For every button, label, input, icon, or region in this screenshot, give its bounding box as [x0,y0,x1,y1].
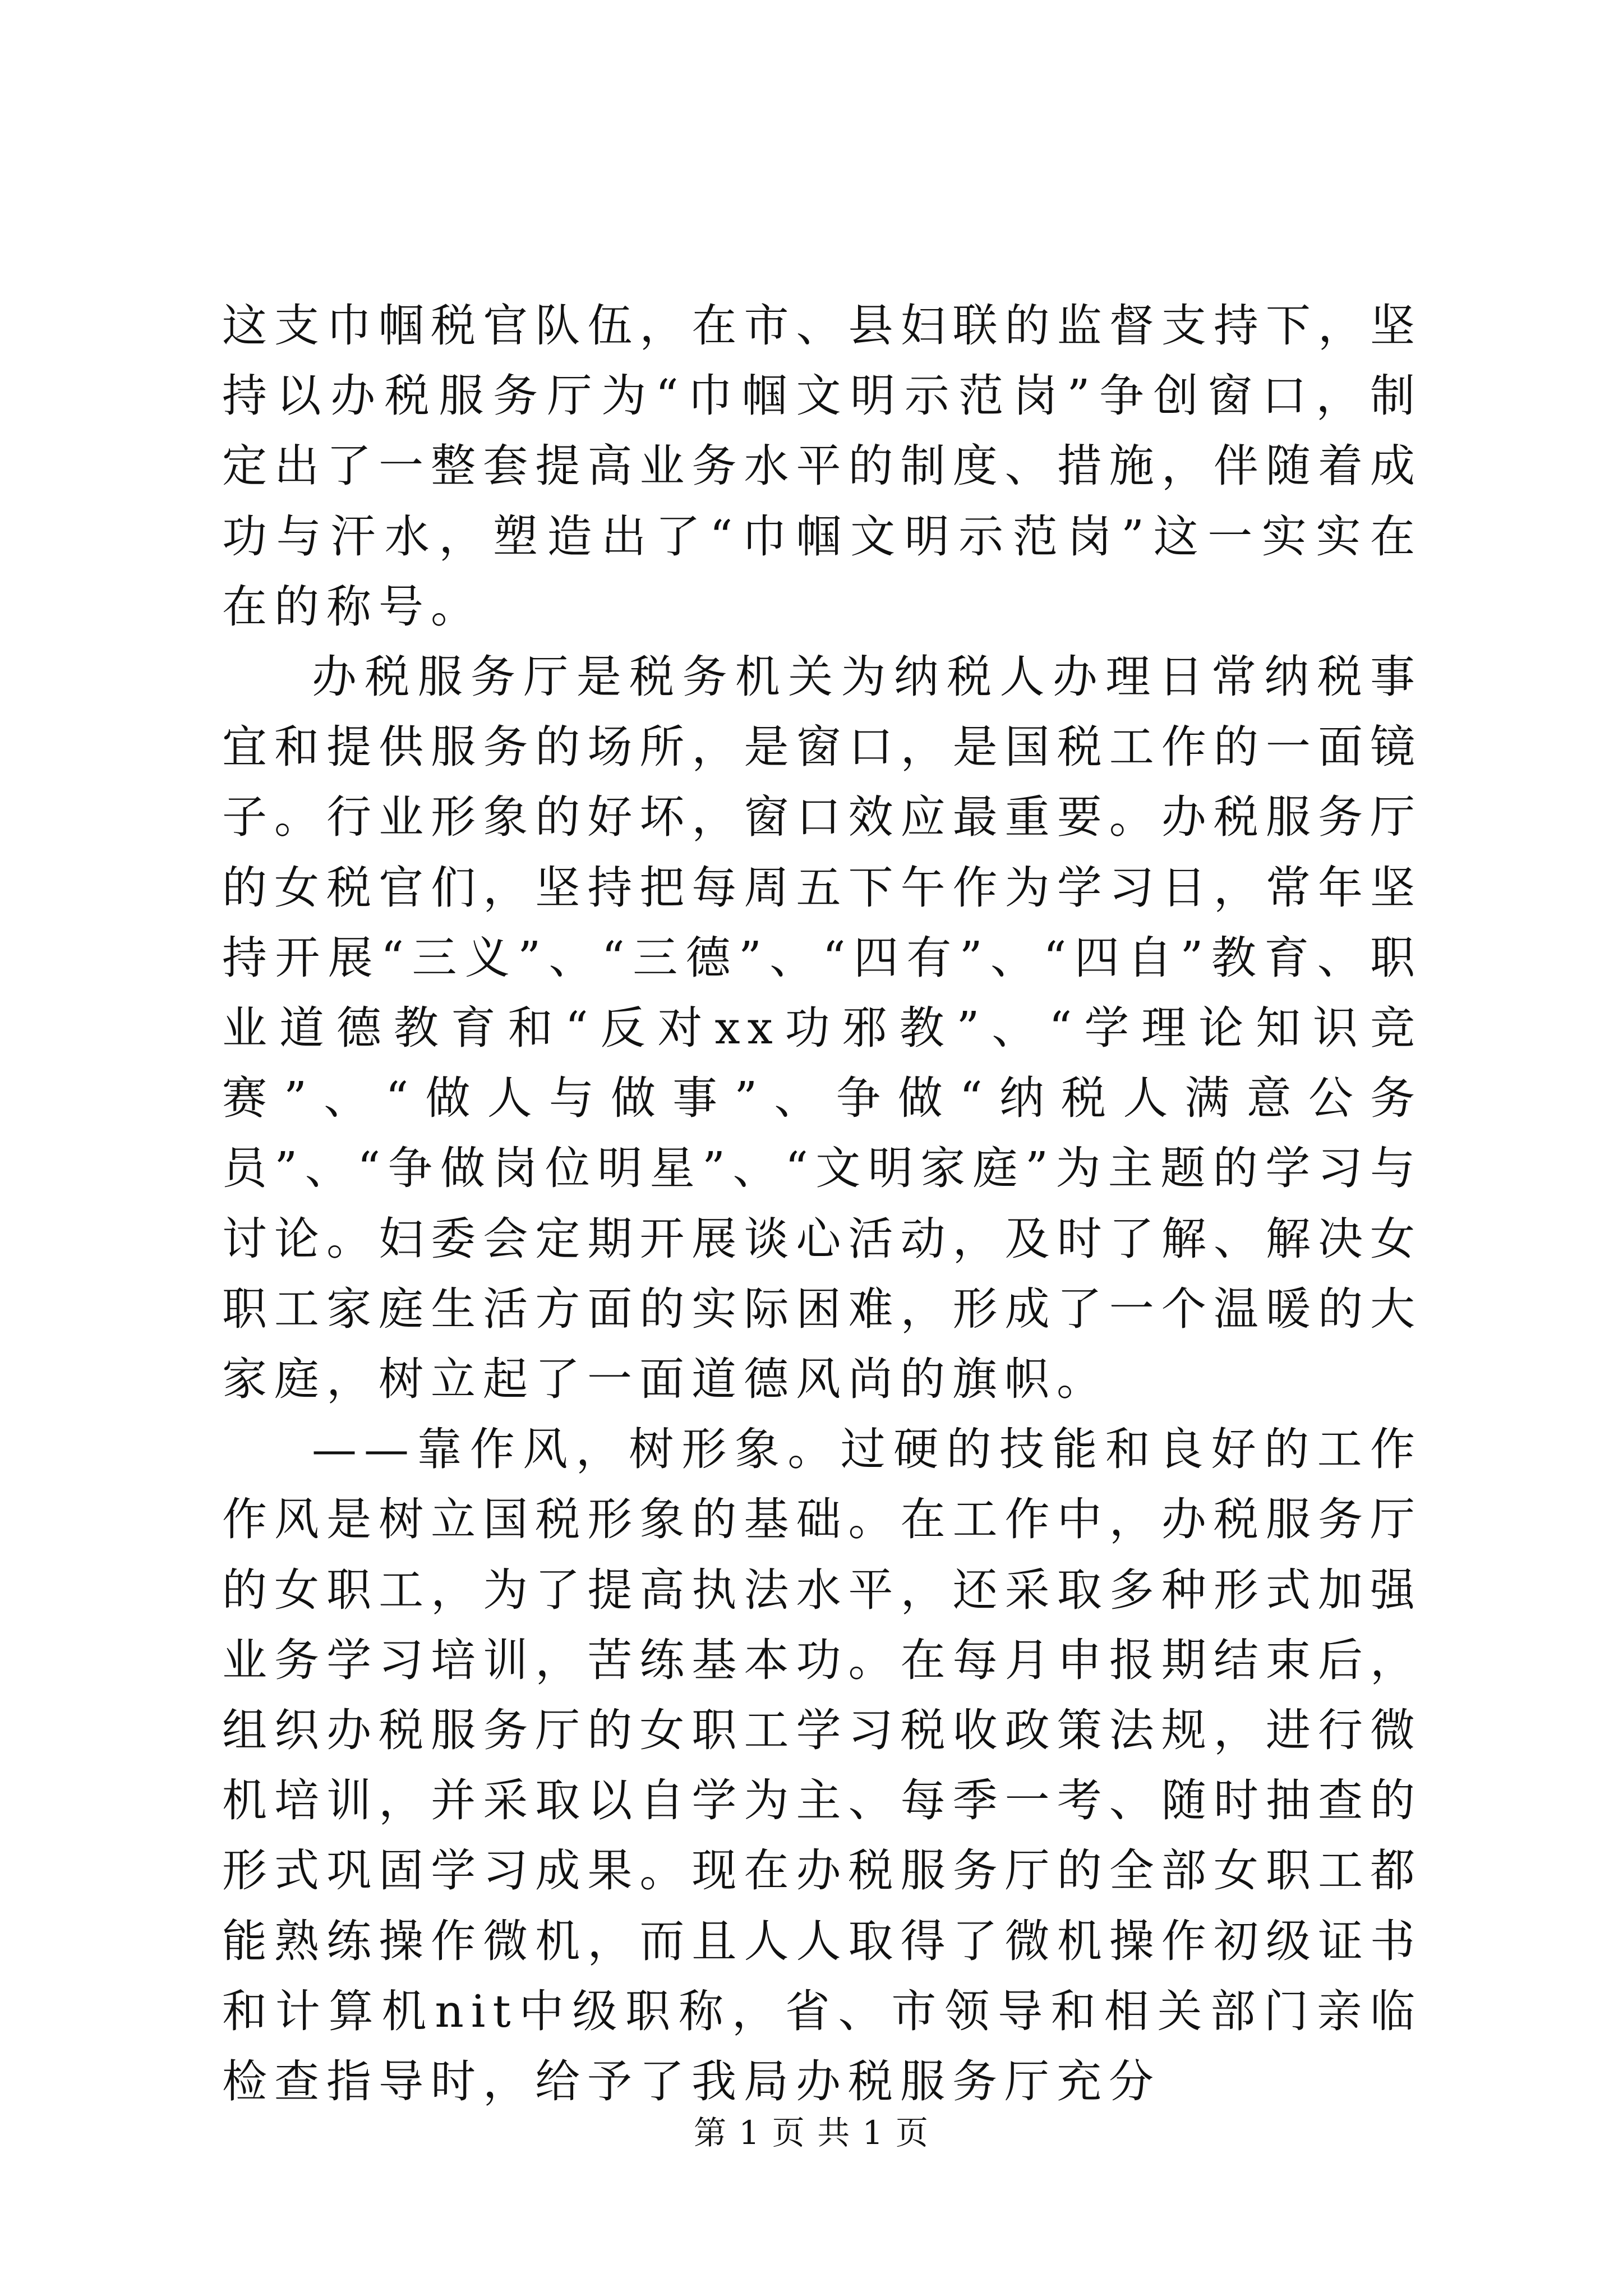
paragraph-3: ——靠作风，树形象。过硬的技能和良好的工作作风是树立国税形象的基础。在工作中，办税服务厅的女职工，为了提高执法水平，还采取多种形式加强业务学习培训，苦练基本功。在每月申报期结束后，组织办税服务厅的女职工学习税收政策法规，进行微机培训，并采取以自学为主、每季一考、随时抽查的形式巩固学习成果。现在办税服务厅的全部女职工都能熟练操作微机，而且人人取得了微机操作初级证书和计算机nit中级职称，省、市领导和相关部门亲临检查指导时，给予了我局办税服务厅充分 [222,1423,1422,2108]
paragraph-2: 办税服务厅是税务机关为纳税人办理日常纳税事宜和提供服务的场所，是窗口，是国税工作的一面镜子。行业形象的好坏，窗口效应最重要。办税服务厅的女税官们，坚持把每周五下午作为学习日，常年坚持开展“三义”、“三德”、“四有”、“四自”教育、职业道德教育和“反对xx功邪教”、“学理论知识竞赛”、“做人与做事”、争做“纳税人满意公务员”、“争做岗位明星”、“文明家庭”为主题的学习与讨论。妇委会定期开展谈心活动，及时了解、解决女职工家庭生活方面的实际困难，形成了一个温暖的大家庭，树立起了一面道德风尚的旗帜。 [222,651,1422,1406]
document-body [222,291,1422,2116]
page-footer: 第 1 页 共 1 页 [694,2114,929,2152]
paragraph-1: 这支巾帼税官队伍，在市、县妇联的监督支持下，坚持以办税服务厅为“巾帼文明示范岗”争创窗口，制定出了一整套提高业务水平的制度、措施，伴随着成功与汗水，塑造出了“巾帼文明示范岗”这一实实在在的称号。 [222,300,1422,633]
